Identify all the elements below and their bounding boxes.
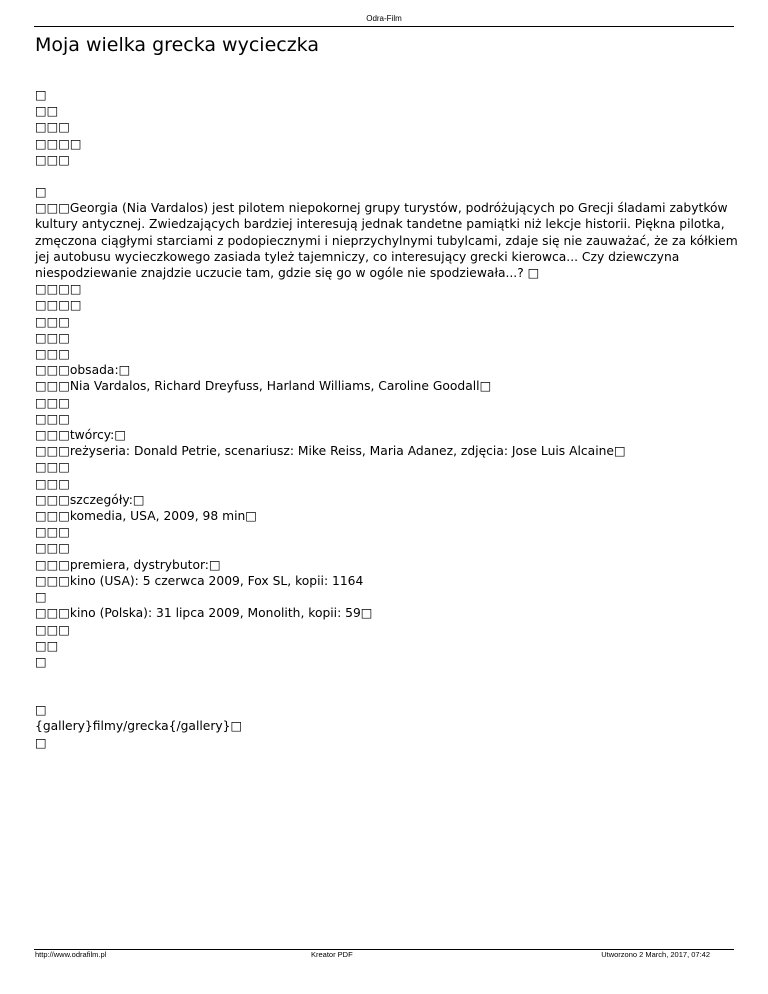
detail-line: □□□□ <box>35 298 82 313</box>
creators-list: □□□reżyseria: Donald Petrie, scenariusz: Mike Reiss, Maria Adanez, zdjęcia: Jose Luis Alcaine□ <box>35 444 626 459</box>
premiere-usa: □□□kino (USA): 5 czerwca 2009, Fox SL, kopii: 1164 <box>35 573 364 588</box>
site-header: Odra-Film <box>366 14 402 23</box>
premiere-poland: □□□kino (Polska): 31 lipca 2009, Monolith, kopii: 59□ <box>35 606 373 621</box>
detail-line: □□□□ <box>35 282 82 297</box>
spacer <box>35 670 740 702</box>
detail-line: □□□ <box>35 460 70 475</box>
spacer <box>35 168 740 184</box>
detail-line: □□□ <box>35 622 70 637</box>
cast-heading: □□□obsada:□ <box>35 363 131 378</box>
creators-heading: □□□twórcy:□ <box>35 428 126 443</box>
detail-line: □□□ <box>35 347 70 362</box>
detail-line: □□□ <box>35 330 70 345</box>
detail-line: □□ <box>35 638 59 653</box>
text-line: □□□ <box>35 120 70 135</box>
details-heading: □□□szczegóły:□ <box>35 492 145 507</box>
text-line: □□ <box>35 104 59 119</box>
text-line: □□□ <box>35 152 70 167</box>
footer-generator: Kreator PDF <box>311 950 353 959</box>
details-info: □□□komedia, USA, 2009, 98 min□ <box>35 509 257 524</box>
cast-list: □□□Nia Vardalos, Richard Dreyfuss, Harland Williams, Caroline Goodall□ <box>35 379 492 394</box>
text-line: □ <box>35 88 47 102</box>
footer-created-date: Utworzono 2 March, 2017, 07:42 <box>601 950 710 959</box>
gallery-tag: {gallery}filmy/grecka{/gallery}□ <box>35 719 243 734</box>
detail-line: □□□ <box>35 395 70 410</box>
detail-line: □□□ <box>35 314 70 329</box>
text-line: □□□□ <box>35 136 82 151</box>
detail-line: □ <box>35 590 47 605</box>
footer-url[interactable]: http://www.odrafilm.pl <box>35 950 107 959</box>
page-title: Moja wielka grecka wycieczka <box>35 34 319 56</box>
premiere-heading: □□□premiera, dystrybutor:□ <box>35 557 221 572</box>
gallery-line: □ <box>35 735 47 750</box>
header-divider <box>34 26 734 27</box>
detail-line: □□□ <box>35 525 70 540</box>
detail-line: □□□ <box>35 411 70 426</box>
detail-line: □ <box>35 654 47 669</box>
detail-line: □□□ <box>35 541 70 556</box>
gallery-line: □ <box>35 703 47 718</box>
detail-line: □□□ <box>35 476 70 491</box>
text-line: □ <box>35 185 47 200</box>
article-body <box>35 87 740 751</box>
film-description: □□□Georgia (Nia Vardalos) jest pilotem niepokornej grupy turystów, podróżujących po Grecji śladami zabytków kultury antycznej. Zwiedzających bardziej interesują jednak tandetne pamiątki niż lekcje historii. Piękna pilotka, zmęczona ciągłymi starciami z podopiecznymi i nieprzychylnymi tubylcami, zdaje się nie zauważać, że za kółkiem jej autobusu wycieczkowego zasiada tyleż tajemniczy, co interesujący grecki kierowca... Czy dziewczyna niespodziewanie znajdzie uczucie tam, gdzie się go w ogóle nie spodziewała...? □ <box>35 201 738 281</box>
